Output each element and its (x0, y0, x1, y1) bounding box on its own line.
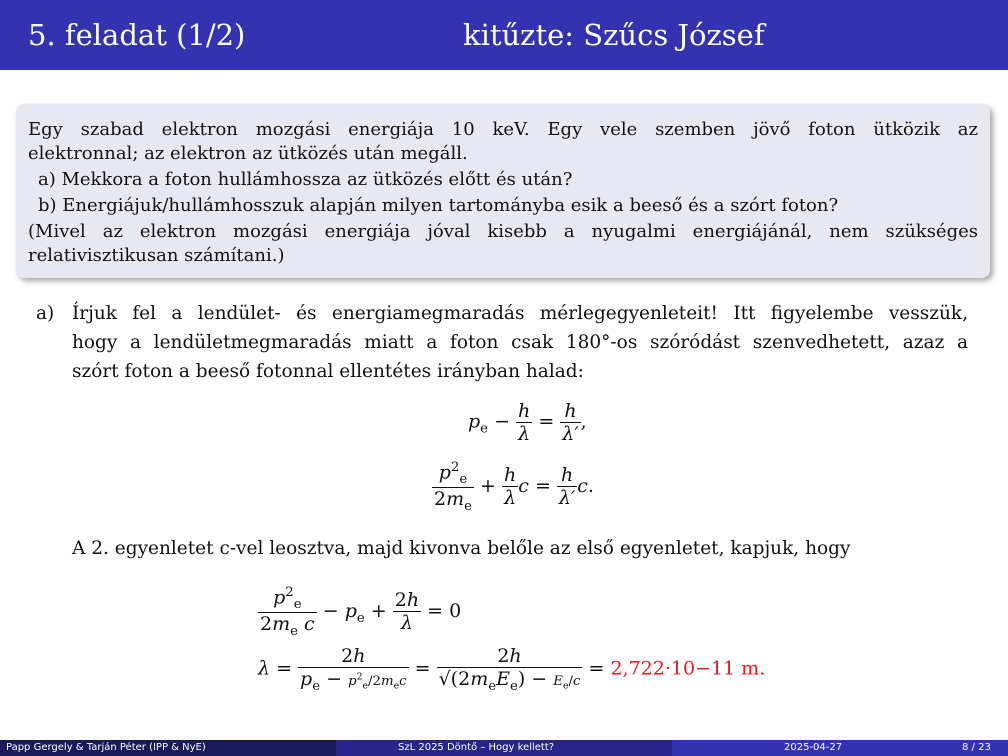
footer-info-bar (672, 740, 1008, 756)
footer-authors-bar (0, 740, 336, 756)
slide-header (0, 0, 1008, 70)
solution-para-3: szórt foton a beeső fotonnal ellentétes irányban halad: (72, 361, 584, 382)
problem-note-2: relativisztikusan számítani.) (28, 245, 285, 266)
footer-date: 2025-04-27 (784, 742, 843, 753)
equation-wavelength: λ = $\frac{2h}{p_e - p^2_e/2m_ec}$ = $\frac{2h}{√(2m_eE_e) - E_e/c}$ = 2,722·10−11 m. (258, 645, 766, 694)
solution-para-1: Írjuk fel a lendület- és energiamegmaradás mérlegegyenleteit! Itt figyelembe vesszük, (72, 303, 968, 324)
footer-page[interactable]: 8 / 23 (962, 742, 991, 753)
problem-item-b: b) Energiájuk/hullámhosszuk alapján milyen tartományba esik a beeső és a szórt foton? (38, 195, 839, 216)
solution-para-4: A 2. egyenletet c-vel leosztva, majd kivonva belőle az első egyenletet, kapjuk, hogy (72, 538, 851, 559)
footer-event: SzL 2025 Döntő – Hogy kellett? (398, 742, 555, 753)
solution-label-a: a) (36, 303, 55, 324)
equation-momentum: $p_e$ − $\frac{h}{\lambda}$ = $\frac{h}{\lambda'}$ , (468, 400, 587, 445)
equation-energy: $\frac{p^2_e}{2m_e}$ + $\frac{h}{\lambda}$ c = $\frac{h}{\lambda'}$ c. (434, 460, 594, 514)
slide-footer (0, 740, 1008, 756)
footer-event-bar (336, 740, 672, 756)
footer-authors: Papp Gergely & Tarján Péter (IPP & NyE) (6, 742, 206, 753)
slide-author: kitűzte: Szűcs József (463, 18, 765, 52)
result-value: 2,722·10−11 m. (610, 657, 766, 680)
problem-box (16, 104, 990, 278)
slide-title: 5. feladat (1/2) (28, 18, 246, 52)
problem-line-1: Egy szabad elektron mozgási energiája 10 keV. Egy vele szemben jövő foton ütközik az (28, 119, 978, 140)
equation-combined: $\frac{p^2_e}{2m_e c}$ − $p_e$ + $\frac{2h}{\lambda}$ = 0 (260, 585, 462, 639)
problem-note-1: (Mivel az elektron mozgási energiája jóval kisebb a nyugalmi energiájánál, nem szükséges (28, 221, 978, 242)
problem-line-2: elektronnal; az elektron az ütközés után megáll. (28, 143, 468, 164)
solution-para-2: hogy a lendületmegmaradás miatt a foton csak 180°-os szóródást szenvedhetett, azaz a (72, 332, 968, 353)
problem-item-a: a) Mekkora a foton hullámhossza az ütközés előtt és után? (38, 169, 573, 190)
